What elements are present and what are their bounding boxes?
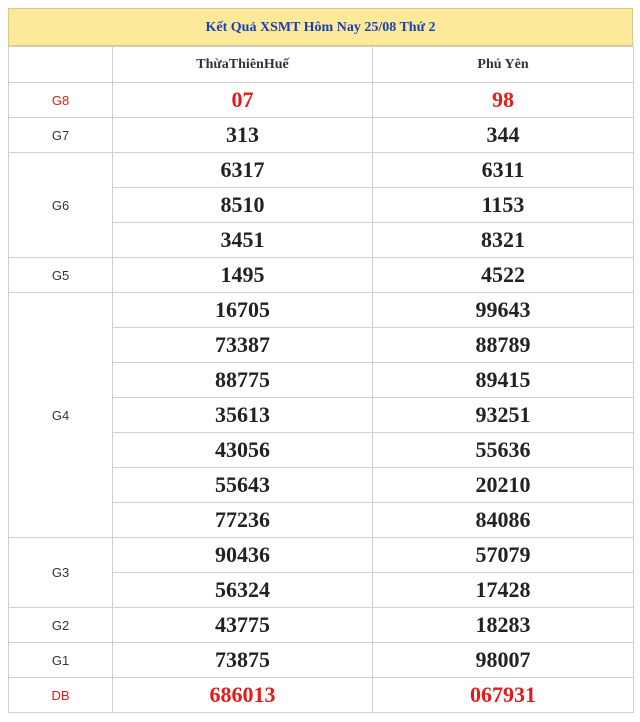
results-body [9,83,634,713]
prize-row [9,258,634,293]
prize-row [9,643,634,678]
prize-number: 98007 [373,643,634,678]
prize-number: 17428 [373,573,634,608]
prize-number: 3451 [113,223,373,258]
prize-number: 55643 [113,468,373,503]
prize-label: G6 [9,153,113,258]
prize-label: G5 [9,258,113,293]
prize-number: 88789 [373,328,634,363]
prize-number: 43775 [113,608,373,643]
prize-number: 56324 [113,573,373,608]
header-row [9,47,634,83]
prize-number: 1495 [113,258,373,293]
prize-number: 89415 [373,363,634,398]
prize-number: 93251 [373,398,634,433]
prize-number: 344 [373,118,634,153]
prize-number: 686013 [113,678,373,713]
prize-label: G7 [9,118,113,153]
prize-number: 57079 [373,538,634,573]
prize-number: 067931 [373,678,634,713]
prize-number: 98 [373,83,634,118]
header-province-1: ThừaThiênHuế [113,47,373,83]
prize-row [9,118,634,153]
prize-row [9,293,634,328]
prize-number: 90436 [113,538,373,573]
prize-number: 77236 [113,503,373,538]
prize-label: G3 [9,538,113,608]
prize-number: 55636 [373,433,634,468]
prize-label: G1 [9,643,113,678]
prize-number: 4522 [373,258,634,293]
prize-number: 313 [113,118,373,153]
prize-row [9,538,634,573]
prize-row [9,678,634,713]
header-province-2: Phú Yên [373,47,634,83]
prize-label: DB [9,678,113,713]
prize-number: 43056 [113,433,373,468]
results-title: Kết Quả XSMT Hôm Nay 25/08 Thứ 2 [8,8,633,46]
prize-row [9,83,634,118]
prize-number: 73875 [113,643,373,678]
prize-label: G2 [9,608,113,643]
prize-number: 1153 [373,188,634,223]
prize-number: 8510 [113,188,373,223]
prize-row [9,608,634,643]
prize-number: 6311 [373,153,634,188]
results-panel [8,8,633,713]
prize-number: 6317 [113,153,373,188]
prize-label: G4 [9,293,113,538]
prize-number: 8321 [373,223,634,258]
prize-number: 35613 [113,398,373,433]
prize-number: 88775 [113,363,373,398]
results-table [8,46,634,713]
prize-number: 84086 [373,503,634,538]
prize-row [9,153,634,188]
prize-number: 99643 [373,293,634,328]
prize-number: 16705 [113,293,373,328]
prize-number: 07 [113,83,373,118]
prize-label: G8 [9,83,113,118]
prize-number: 20210 [373,468,634,503]
header-prize [9,47,113,83]
prize-number: 73387 [113,328,373,363]
prize-number: 18283 [373,608,634,643]
